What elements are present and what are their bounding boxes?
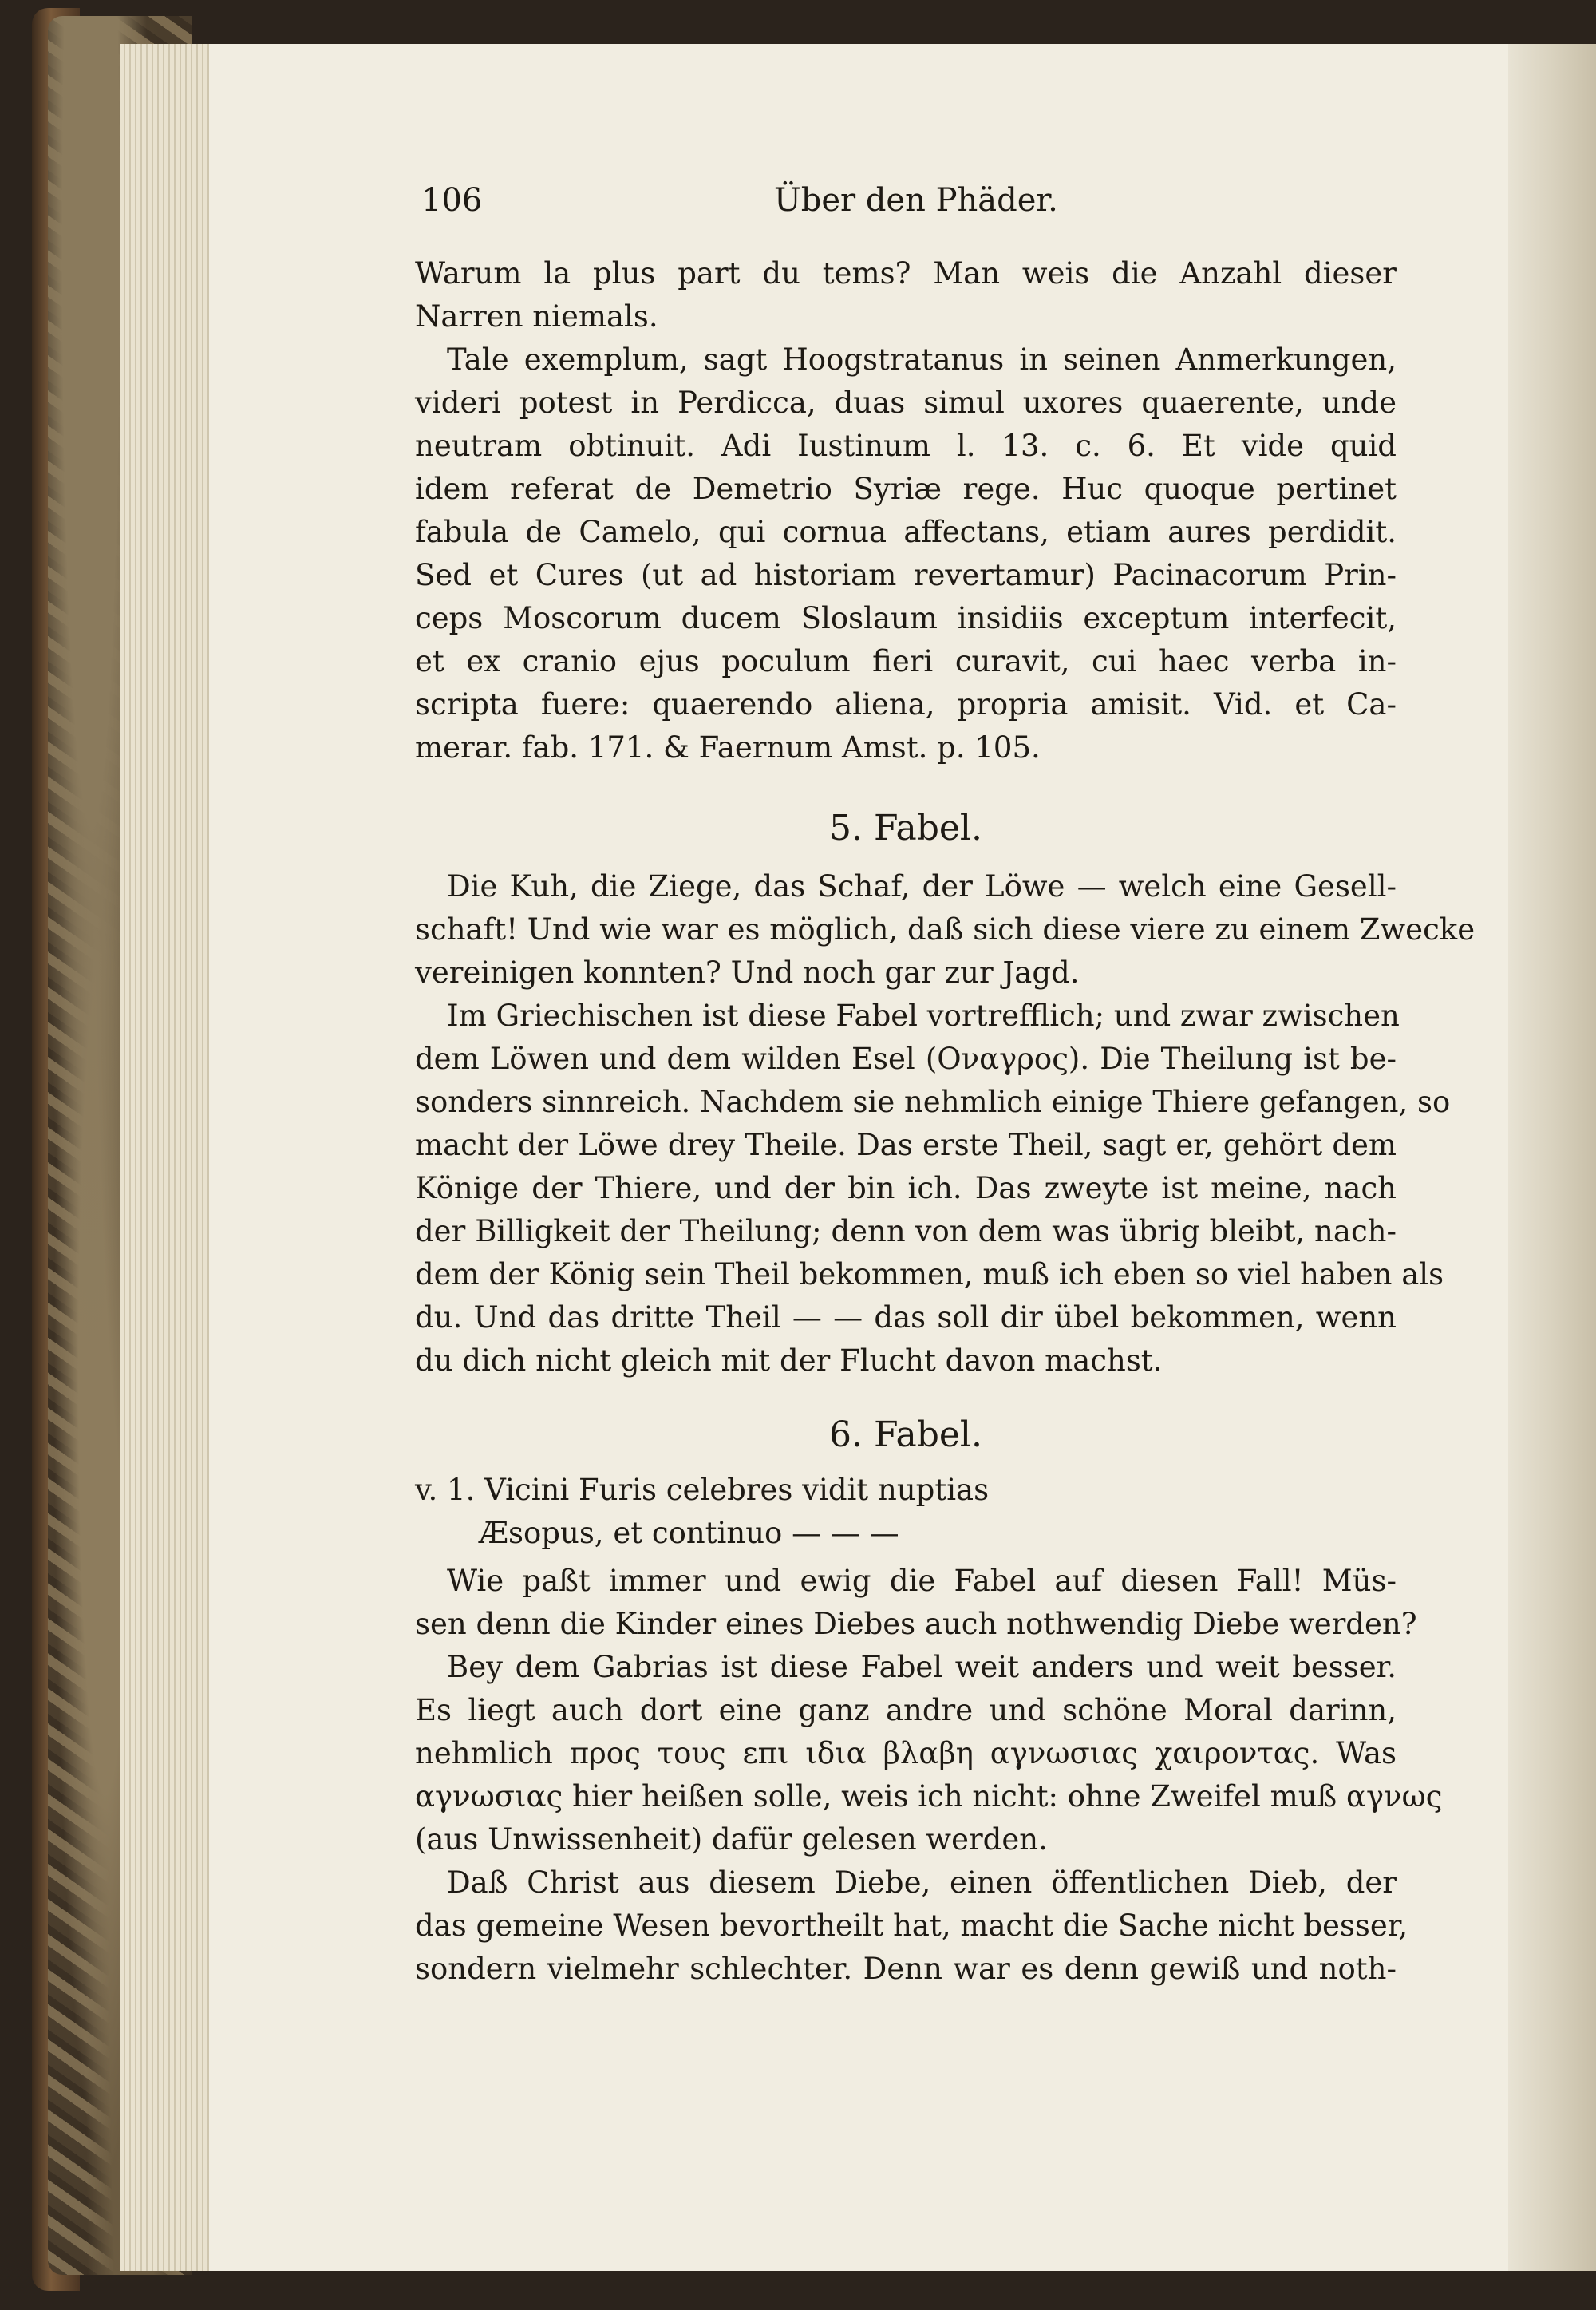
running-title: Über den Phäder. bbox=[774, 182, 1058, 219]
text-line: sondern vielmehr schlechter. Denn war es denn gewiß und noth- bbox=[415, 1952, 1396, 1986]
text-line: das gemeine Wesen bevortheilt hat, macht die Sache nicht besser, bbox=[415, 1909, 1408, 1943]
text-line: dem Löwen und dem wilden Esel (Οναγρος). Die Theilung ist be- bbox=[415, 1042, 1396, 1076]
text-line: du. Und das dritte Theil — — das soll dir übel bekommen, wenn bbox=[415, 1300, 1396, 1335]
text-line: sonders sinnreich. Nachdem sie nehmlich einige Thiere gefangen, so bbox=[415, 1085, 1451, 1119]
verse-line: Æsopus, et continuo — — — bbox=[479, 1516, 899, 1550]
text-line: idem referat de Demetrio Syriæ rege. Huc quoque pertinet bbox=[415, 472, 1396, 506]
facing-page-edge bbox=[1508, 44, 1596, 2271]
text-line: dem der König sein Theil bekommen, muß ich eben so viel haben als bbox=[415, 1257, 1444, 1291]
section-heading-fabel-6: 6. Fabel. bbox=[828, 1414, 982, 1455]
text-line: schaft! Und wie war es möglich, daß sich diese viere zu einem Zwecke bbox=[415, 912, 1476, 947]
text-line: du dich nicht gleich mit der Flucht davon machst. bbox=[415, 1343, 1163, 1378]
page-number: 106 bbox=[421, 182, 483, 219]
text-line: et ex cranio ejus poculum fieri curavit, cui haec verba in- bbox=[415, 644, 1396, 678]
text-line: Im Griechischen ist diese Fabel vortrefflich; und zwar zwischen bbox=[447, 999, 1400, 1033]
text-line: videri potest in Perdicca, duas simul uxores quaerente, unde bbox=[415, 386, 1396, 420]
text-line: merar. fab. 171. & Faernum Amst. p. 105. bbox=[415, 730, 1041, 765]
page-edges bbox=[120, 44, 215, 2271]
text-line: sen denn die Kinder eines Diebes auch nothwendig Diebe werden? bbox=[415, 1607, 1417, 1641]
text-line: Könige der Thiere, und der bin ich. Das zweyte ist meine, nach bbox=[415, 1171, 1396, 1205]
text-line: Warum la plus part du tems? Man weis die Anzahl dieser bbox=[415, 256, 1396, 291]
verse-line: v. 1. Vicini Furis celebres vidit nuptias bbox=[415, 1473, 990, 1507]
text-line: macht der Löwe drey Theile. Das erste Theil, sagt er, gehört dem bbox=[415, 1128, 1396, 1162]
text-line: Sed et Cures (ut ad historiam revertamur) Pacinacorum Prin- bbox=[415, 558, 1396, 592]
text-line: Es liegt auch dort eine ganz andre und schöne Moral darinn, bbox=[415, 1693, 1396, 1727]
text-line: Bey dem Gabrias ist diese Fabel weit anders und weit besser. bbox=[447, 1650, 1396, 1684]
text-line: Die Kuh, die Ziege, das Schaf, der Löwe — welch eine Gesell- bbox=[447, 869, 1396, 904]
text-line: Narren niemals. bbox=[415, 299, 658, 334]
text-line: der Billigkeit der Theilung; denn von dem was übrig bleibt, nach- bbox=[415, 1214, 1396, 1248]
section-heading-fabel-5: 5. Fabel. bbox=[828, 808, 982, 848]
text-line: αγνωσιας hier heißen solle, weis ich nicht: ohne Zweifel muß αγνως bbox=[415, 1779, 1443, 1814]
text-line: vereinigen konnten? Und noch gar zur Jagd. bbox=[415, 955, 1080, 990]
text-line: scripta fuere: quaerendo aliena, propria amisit. Vid. et Ca- bbox=[415, 687, 1396, 722]
text-line: Wie paßt immer und ewig die Fabel auf diesen Fall! Müs- bbox=[447, 1564, 1396, 1598]
text-line: fabula de Camelo, qui cornua affectans, etiam aures perdidit. bbox=[415, 515, 1396, 549]
text-line: Tale exemplum, sagt Hoogstratanus in seinen Anmerkungen, bbox=[447, 342, 1396, 377]
text-line: neutram obtinuit. Adi Iustinum l. 13. c. 6. Et vide quid bbox=[415, 429, 1396, 463]
text-line: Daß Christ aus diesem Diebe, einen öffentlichen Dieb, der bbox=[447, 1865, 1396, 1900]
text-line: (aus Unwissenheit) dafür gelesen werden. bbox=[415, 1822, 1048, 1857]
text-line: ceps Moscorum ducem Sloslaum insidiis exceptum interfecit, bbox=[415, 601, 1396, 635]
text-line: nehmlich προς τους επι ιδια βλαβη αγνωσιας χαιροντας. Was bbox=[415, 1736, 1396, 1770]
